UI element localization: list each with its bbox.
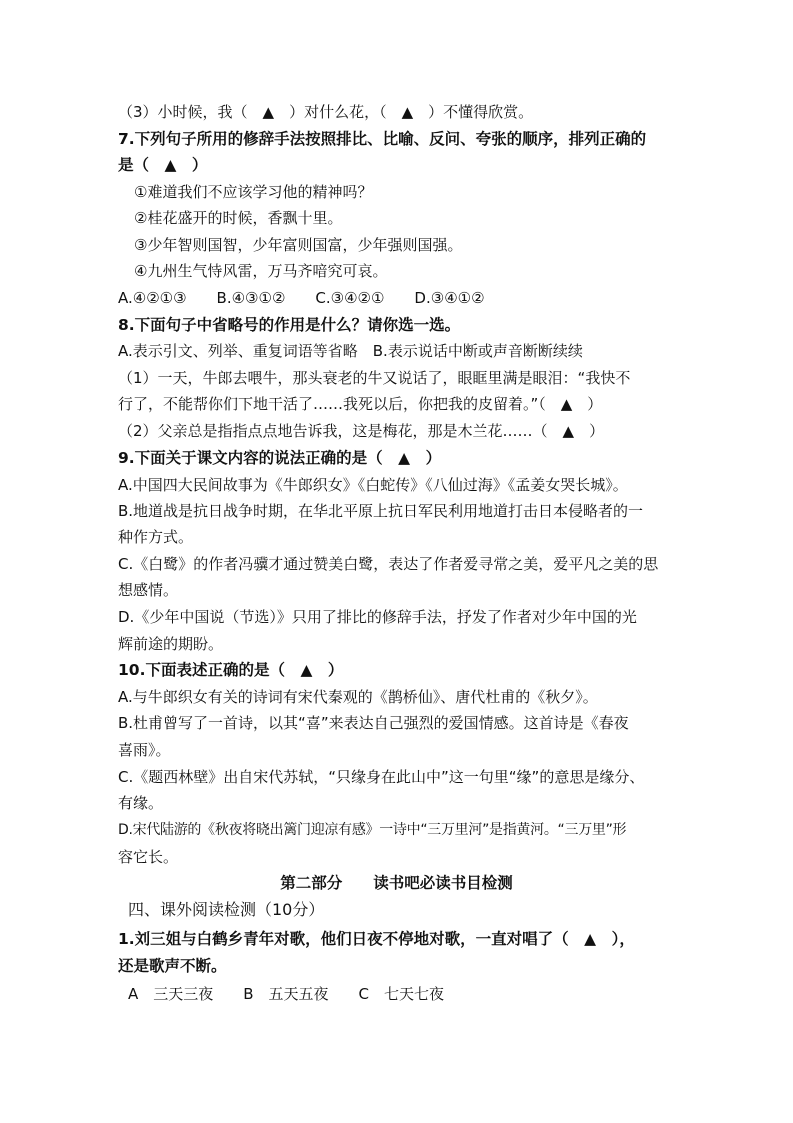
q7-options: A.④②①③ B.④③①② C.③④②① D.③④①②: [118, 289, 485, 307]
q10-option-d: D.宋代陆游的《秋夜将晓出篱门迎凉有感》一诗中“三万里河”是指黄河。“三万里”形: [118, 822, 627, 838]
q8-stem: 8.下面句子中省略号的作用是什么？请你选一选。: [118, 316, 461, 334]
q7-stem: 7.下列句子所用的修辞手法按照排比、比喻、反问、夸张的顺序，排列正确的: [118, 130, 647, 148]
q8-item1: （1）一天，牛郎去喂牛，那头衰老的牛又说话了，眼眶里满是眼泪：“我快不: [118, 369, 631, 387]
q10-stem: 10.下面表述正确的是（ ▲ ）: [118, 661, 344, 679]
q6-item3: （3）小时候，我（ ▲ ）对什么花，（ ▲ ）不懂得欣赏。: [118, 103, 534, 121]
q9-option-c: C.《白鹭》的作者冯骥才通过赞美白鹭，表达了作者爱寻常之美，爱平凡之美的思: [118, 555, 659, 573]
q7-sentence-1: ①难道我们不应该学习他的精神吗？: [134, 183, 373, 201]
q9-option-b-cont: 种作方式。: [118, 528, 194, 546]
q9-option-c-cont: 想感情。: [118, 581, 179, 599]
q9-option-a: A.中国四大民间故事为《牛郎织女》《白蛇传》《八仙过海》《孟姜女哭长城》。: [118, 476, 628, 494]
q10-option-c-cont: 有缘。: [118, 794, 164, 812]
q9-option-b: B.地道战是抗日战争时期，在华北平原上抗日军民利用地道打击日本侵略者的一: [118, 502, 644, 520]
reading-q1-options: A 三天三夜 B 五天五夜 C 七天七夜: [128, 985, 445, 1003]
q7-sentence-4: ④九州生气恃风雷，万马齐喑究可哀。: [134, 262, 388, 280]
q10-option-b-cont: 喜雨》。: [118, 741, 171, 759]
q9-stem: 9.下面关于课文内容的说法正确的是（ ▲ ）: [118, 449, 442, 467]
q10-option-b: B.杜甫曾写了一首诗，以其“喜”来表达自己强烈的爱国情感。这首诗是《春夜: [118, 714, 629, 732]
q7-sentence-3: ③少年智则国智，少年富则国富，少年强则国强。: [134, 236, 463, 254]
q7-stem-cont: 是（ ▲ ）: [118, 156, 208, 174]
q8-item2: （2）父亲总是指指点点地告诉我，这是梅花，那是木兰花……（ ▲ ）: [118, 422, 605, 440]
section-four-heading: 四、课外阅读检测（10分）: [128, 900, 325, 919]
q7-sentence-2: ②桂花盛开的时候，香飘十里。: [134, 209, 343, 227]
part-two-heading: 第二部分 读书吧必读书目检测: [280, 874, 513, 892]
q8-options: A.表示引文、列举、重复词语等省略 B.表示说话中断或声音断断续续: [118, 342, 583, 360]
q9-option-d-cont: 辉前途的期盼。: [118, 635, 224, 653]
reading-q1-stem-cont: 还是歌声不断。: [118, 957, 227, 975]
reading-q1-stem: 1.刘三姐与白鹤乡青年对歌，他们日夜不停地对歌，一直对唱了（ ▲ ），: [118, 930, 635, 948]
q8-item1-cont: 行了，不能帮你们下地干活了……我死以后，你把我的皮留着。”（ ▲ ）: [118, 395, 603, 413]
q9-option-d: D.《少年中国说（节选）》只用了排比的修辞手法，抒发了作者对少年中国的光: [118, 608, 637, 626]
q10-option-a: A.与牛郎织女有关的诗词有宋代秦观的《鹊桥仙》、唐代杜甫的《秋夕》。: [118, 688, 598, 706]
q10-option-c: C.《题西林壁》出自宋代苏轼，“只缘身在此山中”这一句里“缘”的意思是缘分、: [118, 768, 645, 786]
q10-option-d-cont: 容它长。: [118, 848, 179, 866]
